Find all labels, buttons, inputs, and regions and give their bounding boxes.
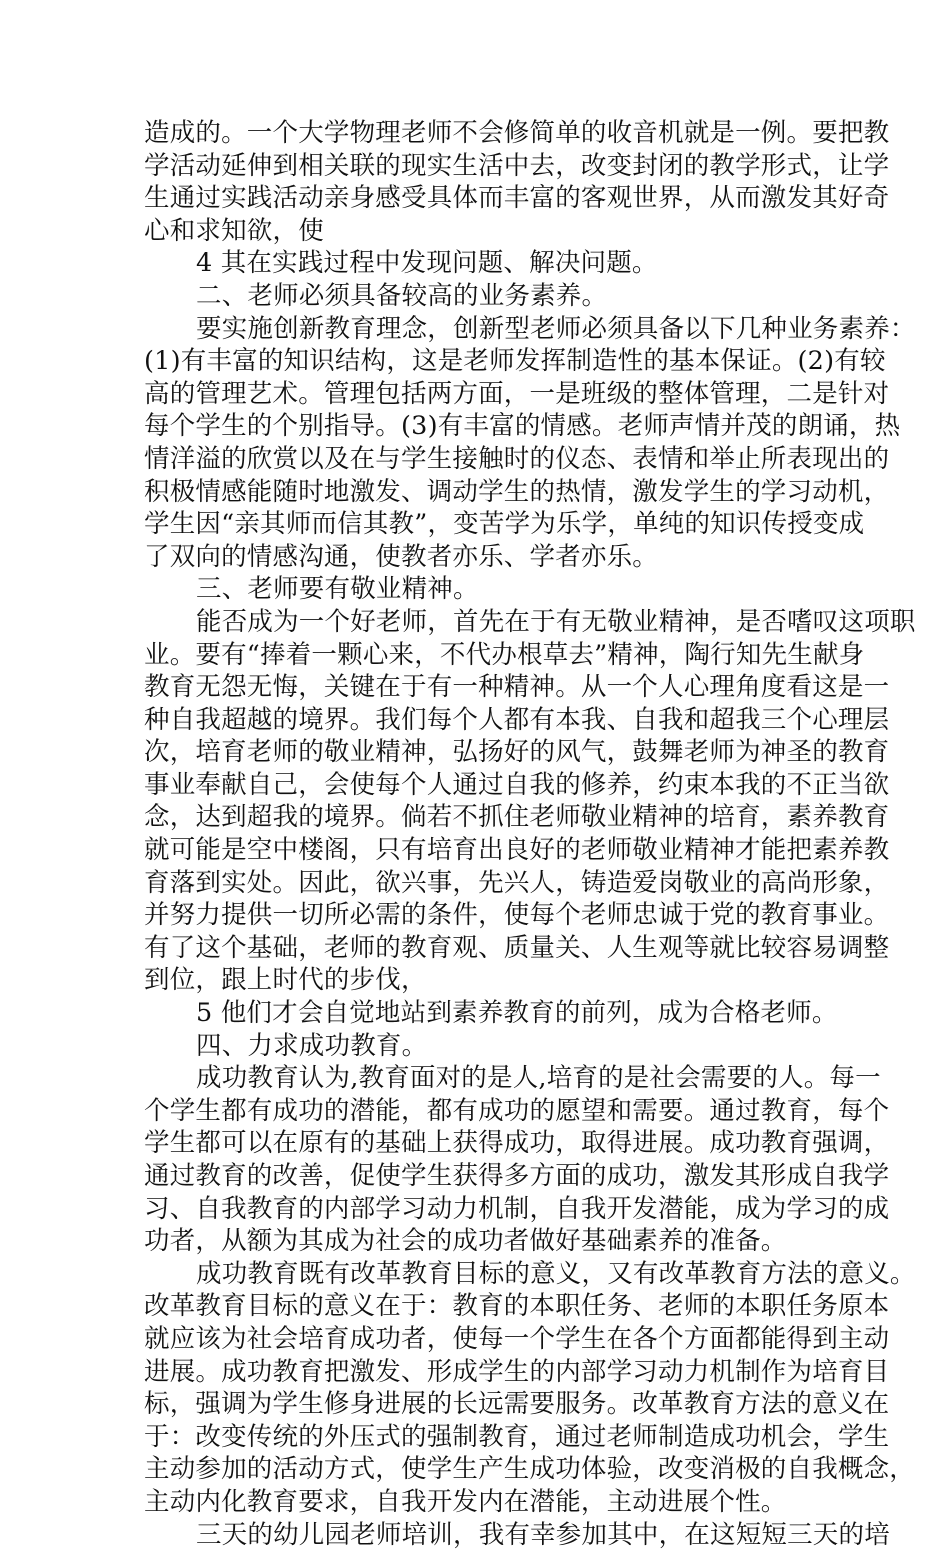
text-line: 功者，从额为其成为社会的成功者做好基础素养的准备。 <box>144 1226 787 1257</box>
text-line: 就可能是空中楼阁，只有培育出良好的老师敬业精神才能把素养教 <box>144 835 890 866</box>
text-line: 成功教育认为,教育面对的是人,培育的是社会需要的人。每一 <box>196 1063 881 1094</box>
text-line: 改革教育目标的意义在于：教育的本职任务、老师的本职任务原本 <box>144 1291 890 1322</box>
text-line: 4 其在实践过程中发现问题、解决问题。 <box>196 248 658 279</box>
text-line: 情洋溢的欣赏以及在与学生接触时的仪态、表情和举止所表现出的 <box>144 443 890 474</box>
text-line: 造成的。一个大学物理老师不会修简单的收音机就是一例。要把教 <box>144 118 890 148</box>
text-line: 进展。成功教育把激发、形成学生的内部学习动力机制作为培育目 <box>144 1356 890 1387</box>
text-line: 高的管理艺术。管理包括两方面，一是班级的整体管理，二是针对 <box>144 378 890 409</box>
body-text <box>144 117 916 1551</box>
text-line: 学生都可以在原有的基础上获得成功，取得进展。成功教育强调， <box>144 1128 890 1159</box>
text-line: 5 他们才会自觉地站到素养教育的前列，成为合格老师。 <box>196 998 838 1029</box>
text-line: 个学生都有成功的潜能，都有成功的愿望和需要。通过教育，每个 <box>144 1095 890 1126</box>
text-line: 业。要有“捧着一颗心来，不代办根草去”精神，陶行知先生献身 <box>144 639 865 670</box>
text-line: 成功教育既有改革教育目标的意义，又有改革教育方法的意义。 <box>196 1258 916 1289</box>
text-line: 每个学生的个别指导。(3)有丰富的情感。老师声情并茂的朗诵，热 <box>144 411 901 442</box>
text-line: 生通过实践活动亲身感受具体而丰富的客观世界，从而激发其好奇 <box>144 183 890 214</box>
text-line: 主动内化教育要求，自我开发内在潜能，主动进展个性。 <box>144 1486 787 1517</box>
text-line: 标，强调为学生修身进展的长远需要服务。改革教育方法的意义在 <box>144 1389 890 1420</box>
text-line: 有了这个基础，老师的教育观、质量关、人生观等就比较容易调整 <box>144 932 890 963</box>
text-line: 积极情感能随时地激发、调动学生的热情，激发学生的学习动机， <box>144 476 890 507</box>
text-line: 到位，跟上时代的步伐， <box>144 965 427 996</box>
text-line: 念，达到超我的境界。倘若不抓住老师敬业精神的培育，素养教育 <box>144 802 890 833</box>
text-line: 事业奉献自己，会使每个人通过自我的修养，约束本我的不正当欲 <box>144 769 890 800</box>
text-line: 习、自我教育的内部学习动力机制，自我开发潜能，成为学习的成 <box>144 1193 890 1224</box>
text-line: 学生因“亲其师而信其教”，变苦学为乐学，单纯的知识传授变成 <box>144 509 865 540</box>
text-line: 教育无怨无悔，关键在于有一种精神。从一个人心理角度看这是一 <box>144 672 890 703</box>
text-line: 三、老师要有敬业精神。 <box>196 574 479 605</box>
text-line: 学活动延伸到相关联的现实生活中去，改变封闭的教学形式，让学 <box>144 150 890 181</box>
text-line: 三天的幼儿园老师培训，我有幸参加其中，在这短短三天的培 <box>196 1519 890 1550</box>
text-line: 四、力求成功教育。 <box>196 1030 428 1061</box>
text-line: 二、老师必须具备较高的业务素养。 <box>196 280 608 311</box>
text-line: 于：改变传统的外压式的强制教育，通过老师制造成功机会，学生 <box>144 1421 890 1452</box>
text-line: 要实施创新教育理念，创新型老师必须具备以下几种业务素养： <box>196 313 916 344</box>
text-line: 种自我超越的境界。我们每个人都有本我、自我和超我三个心理层 <box>144 704 890 735</box>
text-line: 主动参加的活动方式，使学生产生成功体验，改变消极的自我概念， <box>144 1454 916 1485</box>
text-line: 次，培育老师的敬业精神，弘扬好的风气，鼓舞老师为神圣的教育 <box>144 737 890 768</box>
text-line: (1)有丰富的知识结构，这是老师发挥制造性的基本保证。(2)有较 <box>144 346 886 377</box>
text-line: 通过教育的改善，促使学生获得多方面的成功，激发其形成自我学 <box>144 1161 890 1191</box>
text-line: 了双向的情感沟通，使教者亦乐、学者亦乐。 <box>144 541 659 572</box>
text-line: 就应该为社会培育成功者，使每一个学生在各个方面都能得到主动 <box>144 1323 890 1354</box>
text-line: 育落到实处。因此，欲兴事，先兴人，铸造爱岗敬业的高尚形象， <box>144 867 890 898</box>
text-line: 并努力提供一切所必需的条件，使每个老师忠诚于党的教育事业。 <box>144 900 890 931</box>
text-line: 能否成为一个好老师，首先在于有无敬业精神，是否嗜叹这项职 <box>196 606 916 637</box>
text-line: 心和求知欲，使 <box>144 215 324 246</box>
